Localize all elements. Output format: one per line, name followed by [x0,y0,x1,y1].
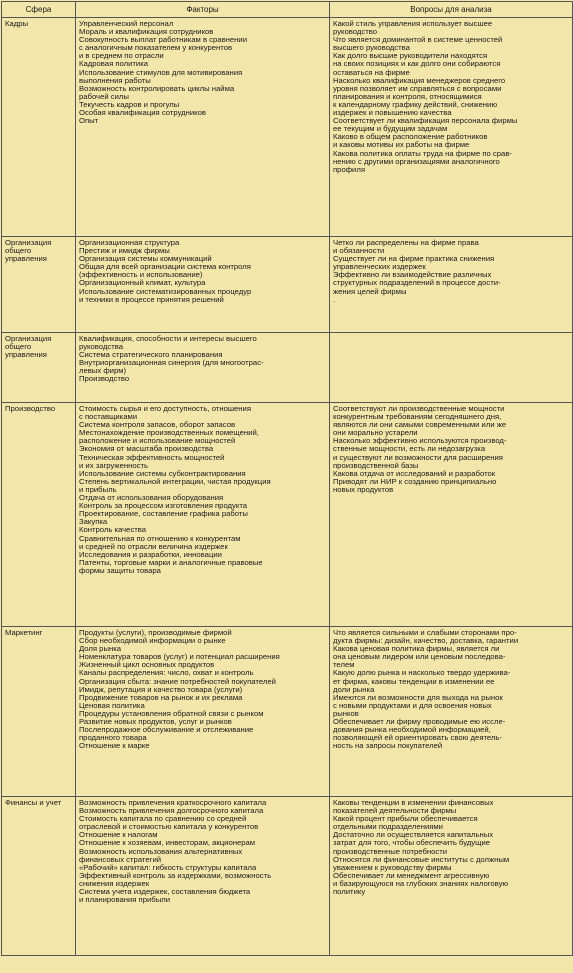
questions-line: отдельными подразделениями [333,822,443,832]
factors-line: Текучесть кадров и прогулы [79,99,180,109]
questions-cell [330,237,573,333]
sphere-cell [2,333,76,403]
factors-line: Развитие новых продуктов, услуг и рынков [79,717,232,727]
questions-cell [330,403,573,627]
questions-line: высшего руководства [333,43,410,53]
questions-line: затрат для того, чтобы обеспечить будущие [333,838,491,848]
factors-line: Управленческий персонал [79,19,174,28]
questions-line: Как долго высшие руководители находятся [333,51,488,61]
factors-line: Особая квалификация сотрудников [79,108,206,118]
factors-line: Контроль за процессом изготовления продукта [79,501,248,511]
questions-line: позволяющей ей ориентировать свою деятель- [333,733,502,743]
header-factors: Факторы [76,2,330,18]
questions-line: к календарному графику действий, снижению [333,99,498,109]
factors-line: Возможность использования альтернативных [79,846,243,856]
sphere-line: Организация [5,334,52,343]
questions-line: ность на запросы покупателей [333,741,443,751]
questions-line: издержек и повышению качества [333,108,452,118]
factors-line: и их загруженность [79,460,148,470]
questions-line: рынков [333,708,359,718]
factors-line: (эффективность и использование) [79,270,203,280]
questions-line: и каковы мотивы их работы на фирме [333,140,470,150]
factors-line: Отношение к налогам [79,830,158,840]
factors-line: Возможность привлечения долгосрочного капитала [79,806,264,816]
questions-line: Что является доминантой в системе ценностей [333,35,503,45]
factors-line: и техники в процессе принятия решений [79,294,224,304]
factors-line: Доля рынка [79,644,122,654]
factors-line: левых фирм) [79,366,127,376]
factors-cell [76,403,330,627]
questions-line: управленческих издержек [333,262,426,272]
questions-line: показателей деятельности фирмы [333,806,457,816]
questions-line: Какой процент прибыли обеспечивается [333,814,478,824]
sphere-line: Кадры [5,19,29,28]
questions-line: производственной базы [333,460,419,470]
factors-line: Проектирование, составление графика работы [79,509,248,519]
factors-line: Имидж, репутация и качество товара (услуги) [79,684,243,694]
questions-line: Что является сильными и слабыми сторонами про- [333,628,517,637]
questions-line: на своих позициях и как долго они собираются [333,59,501,69]
factors-line: формы защиты товара [79,565,161,575]
factors-line: Система стратегического планирования [79,350,223,360]
factors-line: рабочей силы [79,91,129,101]
factors-line: Внутриорганизационная синергия (для многоотрас- [79,358,264,368]
factors-line: Отношение к хозяевам, инвесторам, акционерам [79,838,256,848]
sphere-line: управления [5,254,47,264]
questions-line: ет фирма, каковы тенденции в изменении ее [333,676,495,686]
analysis-table [1,1,573,956]
factors-line: Послепродажное обслуживание и отслеживание [79,725,254,735]
factors-line: Закупка [79,517,108,527]
questions-line: . [333,294,336,304]
factors-line: Система контроля запасов, оборот запасов [79,420,236,430]
questions-line: дования рынка необходимой информацией, [333,725,491,735]
factors-line: финансовых стратегий [79,854,162,864]
questions-cell [330,18,573,237]
questions-line: планирования и контроля, относящимися [333,91,482,101]
questions-line: доли рынка [333,684,375,694]
questions-line: профиля [333,164,365,174]
questions-line: Какую долю рынка и насколько твердо удержива- [333,668,511,678]
factors-line: Использование стимулов для мотивирования [79,67,243,77]
table-row [2,333,573,403]
questions-line: новых продуктов [333,484,394,494]
factors-line: Продвижение товаров на рынок и их реклама [79,692,243,702]
questions-line: Эффективно ли взаимодействие различных [333,270,492,280]
questions-line: телем [333,660,355,670]
questions-line: Имеются ли возможности для выхода на рынок [333,692,503,702]
questions-line: они морально устарели [333,428,418,438]
factors-line: Производство [79,374,130,384]
questions-line: жения целей фирмы [333,286,407,296]
sphere-cell [2,18,76,237]
factors-line: Организационная структура [79,238,180,247]
questions-line: Какова политика оплаты труда на фирме по срав- [333,148,512,158]
questions-line: Какой стиль управления использует высшее [333,19,493,28]
factors-line: Номенклатура товаров (услуг) и потенциал расширения [79,652,280,662]
questions-line: оставаться на фирме [333,67,410,77]
factors-line: Местонахождение производственных помещений, [79,428,259,438]
factors-line: с аналогичным показателем у конкурентов [79,43,233,53]
factors-line: Стоимость сырья и его доступность, отношения [79,404,251,413]
factors-line: Общая для всей организации система контроля [79,262,251,272]
questions-line: Какова отдача от исследований и разработок [333,468,496,478]
factors-line: Система учета издержек, составления бюджета [79,887,251,897]
questions-cell [330,627,573,797]
factors-line: Возможность контролировать циклы найма [79,83,235,93]
questions-cell [330,333,573,403]
factors-line: Продукты (услуги), производимые фирмой [79,628,232,637]
factors-line: проданного товара [79,733,147,743]
factors-line: Техническая эффективность мощностей [79,452,225,462]
factors-line: Отдача от использования оборудования [79,493,224,503]
factors-line: «Рабочий» капитал: гибкость структуры капитала [79,862,257,872]
questions-line: Достаточно ли осуществляется капитальных [333,830,494,840]
factors-line: снижения издержек [79,878,150,888]
table-row [2,18,573,237]
questions-line: производственные потребности [333,846,448,856]
questions-line: Обеспечивает ли менеджмент агрессивную [333,870,490,880]
questions-cell [330,797,573,956]
questions-line: она ценовым лидером или ценовым последова- [333,652,506,662]
factors-line: Совокупность выплат работникам в сравнении [79,35,248,45]
questions-line: являются ли они самыми современными или же [333,420,507,430]
table-row [2,403,573,627]
questions-line: Соответствует ли квалификация персонала фирмы [333,116,518,126]
questions-line: Соответствуют ли производственные мощности [333,404,505,413]
questions-line: Насколько квалификация менеджеров среднего [333,75,506,85]
factors-line: отраслевой и стоимостью капитала у конкурентов [79,822,259,832]
table-row [2,627,573,797]
sphere-cell [2,403,76,627]
factors-line: Организация сбыта: знание потребностей покупателей [79,676,276,686]
questions-line: Каково в общем расположение работников [333,132,488,142]
questions-line: с новыми продуктами и для освоения новых [333,700,492,710]
factors-line: Престиж и имидж фирмы [79,246,170,256]
questions-line: и базирующуюся на глубоких знаниях налоговую [333,878,509,888]
sphere-line: Организация [5,238,52,247]
factors-line: Возможность привлечения краткосрочного капитала [79,798,267,807]
factors-line: Организация системы коммуникаций [79,254,212,264]
questions-line: политику [333,887,366,897]
factors-line: Стоимость капитала по сравнению со средней [79,814,247,824]
factors-line: Мораль и квалификация сотрудников [79,27,214,37]
questions-line: Какова ценовая политика фирмы, является ли [333,644,500,654]
factors-line: Ценовая политика [79,700,145,710]
sphere-cell [2,237,76,333]
factors-cell [76,18,330,237]
table-body [2,18,573,956]
questions-line: Четко ли распределены на фирме права [333,238,479,247]
header-questions: Вопросы для анализа [330,2,573,18]
questions-line: руководство [333,27,377,37]
questions-line: и обязанности [333,246,385,256]
factors-line: и прибыль [79,484,117,494]
questions-line: Насколько эффективно используются производ- [333,436,507,446]
questions-line: Обеспечивает ли фирму проводимые ею иссле- [333,717,506,727]
sphere-line: общего [5,246,32,256]
factors-line: Сбор необходимой информации о рынке [79,636,226,646]
questions-line: нению с другими организациями аналогичного [333,156,500,166]
questions-line: Существует ли на фирме практика снижения [333,254,495,264]
factors-line: Патенты, торговые марки и аналогичные правовые [79,557,263,567]
factors-line: Исследования и разработки, инновации [79,549,222,559]
questions-line: Каковы тенденции в изменении финансовых [333,798,494,807]
questions-line: уважением к руководству фирмы [333,862,452,872]
table-row [2,797,573,956]
questions-line: конкурентным требованиям сегодняшнего дня, [333,412,502,422]
factors-line: Кадровая политика [79,59,149,69]
questions-line: Относятся ли финансовые институты с должным [333,854,510,864]
factors-line: Степень вертикальной интеграции, чистая продукция [79,476,271,486]
factors-line: Опыт [79,116,99,126]
questions-line: уровня позволяет им справляться с вопросами [333,83,502,93]
factors-line: Отношение к марке [79,741,150,751]
factors-line: Эффективный контроль за издержками, возможность [79,870,272,880]
factors-line: Жизненный цикл основных продуктов [79,660,215,670]
sphere-cell [2,797,76,956]
factors-line: и в среднем по отрасли [79,51,164,61]
factors-cell [76,797,330,956]
factors-line: Сравнительная по отношению к конкурентам [79,533,241,543]
sphere-line: общего [5,342,32,352]
questions-line: дукта фирмы: дизайн, качество, доставка, гарантии [333,636,519,646]
factors-line: расположение и использование мощностей [79,436,236,446]
questions-line: Приводят ли НИР к созданию принципиально [333,476,497,486]
table-row [2,237,573,333]
factors-line: Каналы распределения: число, охват и контроль [79,668,254,678]
sphere-line: Производство [5,404,56,413]
factors-line: Контроль качества [79,525,147,535]
factors-line: Процедуры установления обратной связи с рынком [79,708,264,718]
questions-line: ее текущим и будущим задачам [333,124,448,134]
sphere-line: управления [5,350,47,360]
sphere-cell [2,627,76,797]
factors-line: и планирования прибыли [79,895,170,905]
factors-line: Квалификация, способности и интересы высшего [79,334,257,343]
header-sphere: Сфера [2,2,76,18]
factors-cell [76,627,330,797]
factors-line: Использование систематизированных процедур [79,286,252,296]
factors-cell [76,237,330,333]
sphere-line: Финансы и учет [5,798,62,807]
factors-line: и средней по отрасли величина издержек [79,541,228,551]
questions-line: ственные мощности, есть ли недозагрузка [333,444,486,454]
factors-line: руководства [79,342,123,352]
factors-line: Организационный климат, культура [79,278,206,288]
factors-line: выполнения работы [79,75,151,85]
factors-line: Использование системы субконтрактирования [79,468,246,478]
factors-cell [76,333,330,403]
header-row [2,2,573,18]
questions-line: и существуют ли возможности для расширения [333,452,503,462]
sphere-line: Маркетинг [5,628,43,637]
questions-line: структурных подразделений в процессе дости- [333,278,501,288]
factors-line: с поставщиками [79,412,138,422]
factors-line: Экономия от масштаба производства [79,444,214,454]
